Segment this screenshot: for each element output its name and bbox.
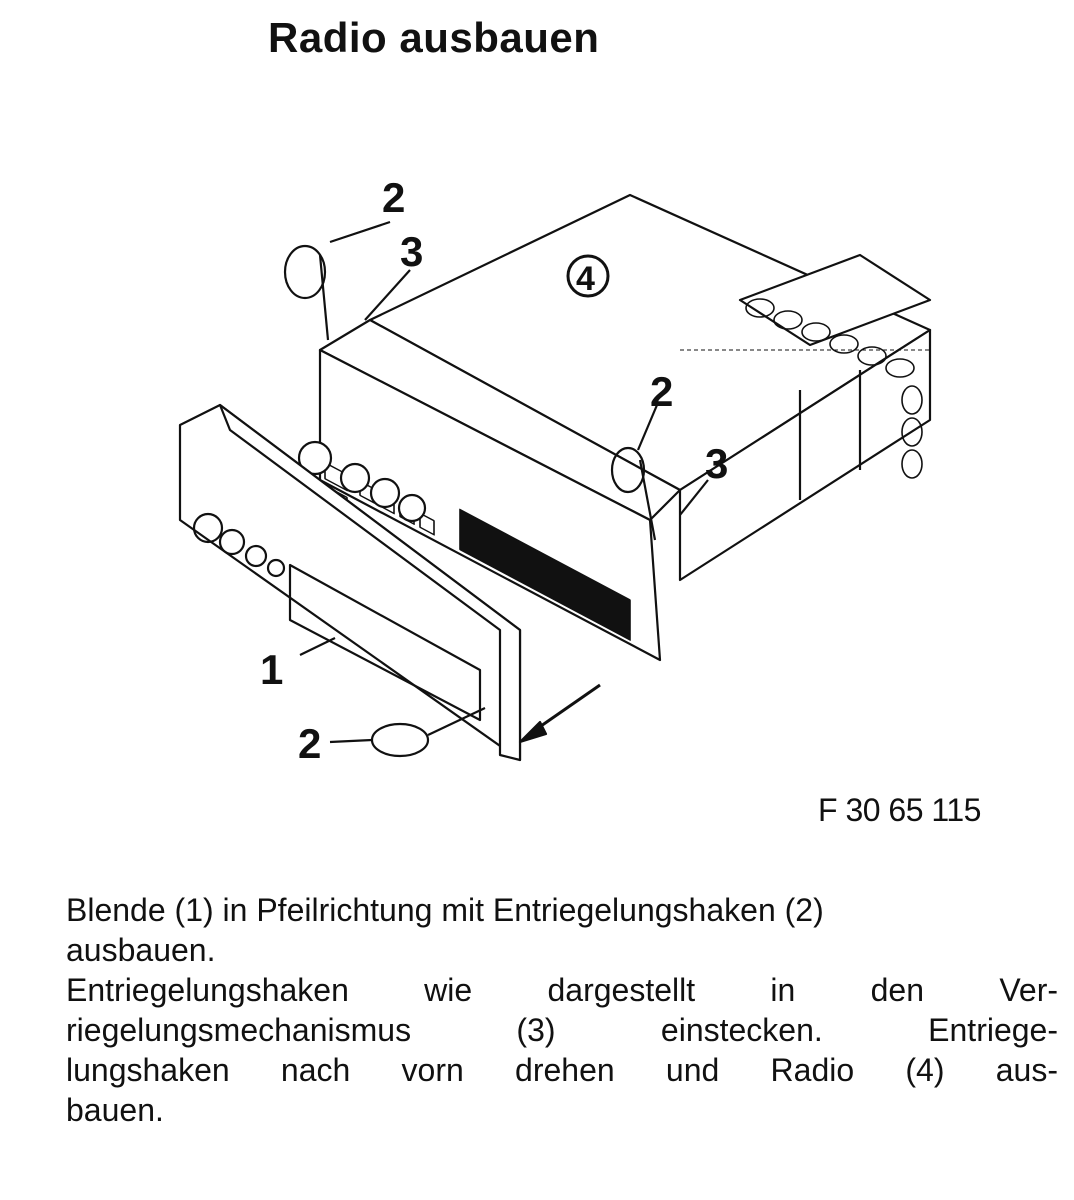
radio-removal-illustration — [160, 160, 960, 780]
line: lungshaken nach vorn drehen und Radio (4) aus- — [66, 1052, 1058, 1088]
callout-lock-1: 3 — [400, 228, 424, 275]
line: bauen. — [66, 1092, 164, 1128]
line: Blende (1) in Pfeilrichtung mit Entriegelungshaken (2) — [66, 892, 824, 928]
line: ausbauen. — [66, 932, 216, 968]
line: riegelungsmechanismus (3) einstecken. Entriege- — [66, 1012, 1058, 1048]
instruction-paragraph-1 — [66, 890, 1058, 970]
instructions — [66, 890, 1058, 1130]
callout-hook-1: 2 — [382, 174, 406, 221]
instruction-paragraph-2 — [66, 970, 1058, 1130]
page-title: Radio ausbauen — [268, 14, 600, 61]
callout-bezel: 1 — [260, 646, 284, 693]
line: Entriegelungshaken wie dargestellt in den Ver- — [66, 972, 1058, 1008]
callout-radio: 4 — [576, 260, 595, 298]
callout-hook-2: 2 — [650, 368, 674, 415]
release-hook-top-left — [285, 246, 328, 340]
figure-id: F 30 65 115 — [818, 792, 981, 828]
callout-lock-2: 3 — [705, 440, 729, 487]
release-hook-bezel — [372, 708, 485, 756]
callout-hook-3: 2 — [298, 720, 322, 767]
